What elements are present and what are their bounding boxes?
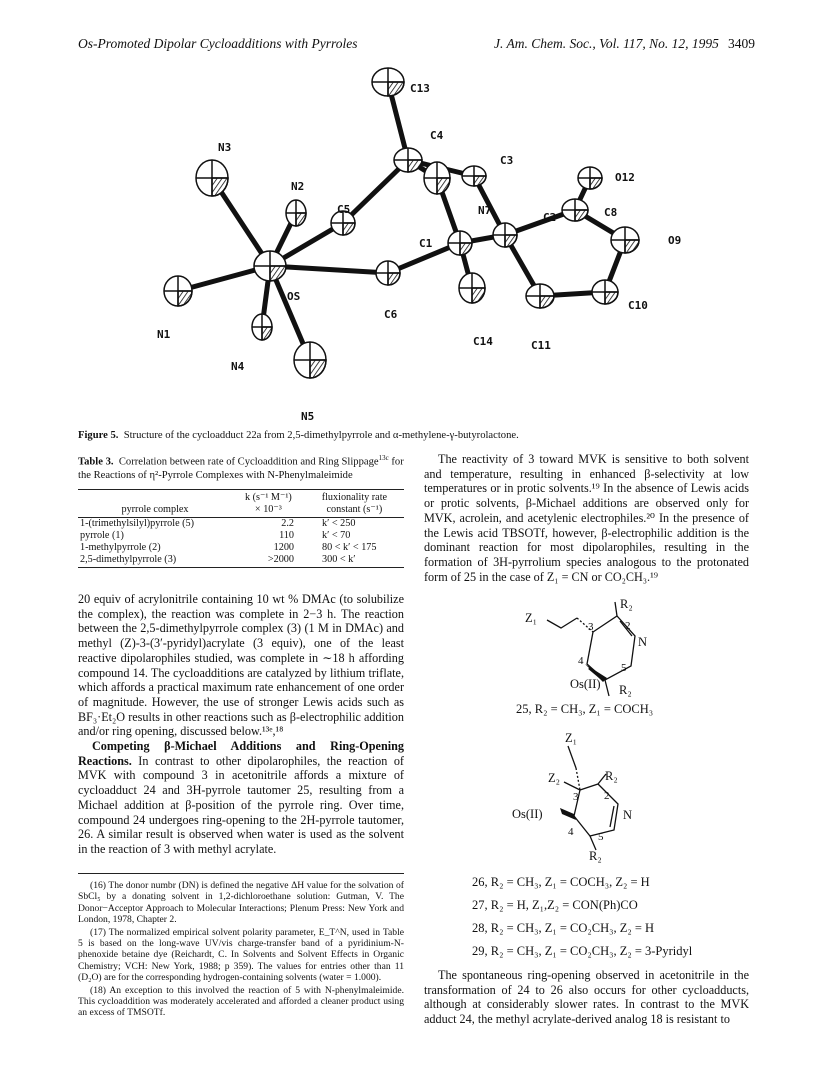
table3-header-row bbox=[78, 492, 404, 504]
table3-title-ref: 13c bbox=[378, 454, 389, 462]
struct25-n2: 2 bbox=[625, 620, 631, 632]
atom-label-n4: N4 bbox=[231, 360, 245, 373]
struct26-r2-bottom: R₂ bbox=[589, 849, 602, 863]
struct26-z1: Z₁ bbox=[565, 731, 577, 745]
table3-cell: 110 bbox=[279, 530, 294, 541]
table3-cell: pyrrole (1) bbox=[80, 530, 124, 541]
table3-body bbox=[78, 518, 404, 566]
compound-list bbox=[472, 871, 692, 963]
struct25-n4: 4 bbox=[578, 655, 584, 667]
atom-label-c5: C5 bbox=[337, 203, 351, 216]
struct25-os: Os(II) bbox=[570, 677, 601, 691]
table3-cell: 300 < k′ bbox=[322, 554, 356, 565]
table-row bbox=[78, 518, 404, 530]
running-header-title: Os-Promoted Dipolar Cycloadditions with Pyrroles bbox=[78, 36, 358, 51]
compound-26-label: 26, R₂ = CH₃, Z₁ = COCH₃, Z₂ = H bbox=[472, 875, 650, 889]
struct26-n3: 3 bbox=[573, 791, 579, 803]
body-paragraph-text: In contrast to other dipolarophiles, the reaction of MVK with compound 3 in acetonitrile affords a mixture of cycloadduct 24 and 3H-pyrrole tautomer 25, resulting from a Michael addition at β-position of the pyrrole ring. Over time, compound 24 undergoes ring-opening to the 2H-pyrrole tautomer, 26. A similar result is observed when water is used as the solvent in the reaction of 3 with methyl acrylate. bbox=[78, 753, 404, 856]
table-row bbox=[78, 542, 404, 554]
running-header-journal: J. Am. Chem. Soc., Vol. 117, No. 12, 1995 bbox=[494, 36, 719, 51]
footnote: (18) An exception to this involved the reaction of 5 with N-phenylmaleimide. This cycloaddition was moderately accelerated and afforded a cleaner product using an excess of TMSOTf. bbox=[78, 984, 404, 1019]
structure-25 bbox=[525, 598, 695, 706]
struct26-r2-top: R₂ bbox=[605, 769, 618, 783]
table3-cell: k′ < 250 bbox=[322, 518, 356, 529]
atom-label-n1: N1 bbox=[157, 328, 171, 341]
right-column-text bbox=[424, 452, 749, 584]
struct26-n-atom: N bbox=[623, 808, 633, 822]
table3-cell: 1-(trimethylsilyl)pyrrole (5) bbox=[80, 518, 195, 529]
section-heading: Competing β-Michael Additions and Ring-Opening Reactions. bbox=[78, 739, 404, 768]
table3-caption bbox=[78, 452, 404, 482]
ortep-atoms bbox=[164, 68, 639, 378]
footnotes bbox=[78, 880, 404, 1020]
table3-col-k: k (s⁻¹ M⁻¹) bbox=[244, 492, 292, 503]
struct26-n5: 5 bbox=[598, 831, 604, 843]
table3-col-flux-unit: constant (s⁻¹) bbox=[326, 504, 383, 515]
atom-label-c2: C2 bbox=[543, 211, 557, 224]
table3-title: Correlation between rate of Cycloaddition and Ring Slippage bbox=[118, 456, 379, 468]
body-paragraph: The spontaneous ring-opening observed in acetonitrile in the transformation of 24 to 26 also occurs for other cycloadducts, although at considerably slower rates. In contrast to the MVK adduct 24, the methyl acrylate-derived analog 18 is resistant to bbox=[424, 968, 749, 1027]
table-row bbox=[78, 530, 404, 542]
struct26-z2: Z₂ bbox=[548, 771, 560, 785]
atom-label-c10: C10 bbox=[628, 299, 648, 312]
body-paragraph: 20 equiv of acrylonitrile containing 10 wt % DMAc (to solubilize the complex), the reaction was complete in 2−3 h. The reaction between the 2,5-dimethylpyrrole complex (3) (1 M in DMAc) and methyl (Z)-3-(3′-pyridyl)acrylate (3 equiv), one of the least reactive dipolarophiles studied, was complete in ∼18 h affording compound 14. The cycloadditions are catalyzed by lithium triflate, which affords a practical maximum rate enhancement of one order of magnitude. However, the use of stronger Lewis acids such as BF₃·Et₂O results in other reactions such as β-electrophilic addition and/or ring opening, discussed below.¹³ᵉ,¹⁸ bbox=[78, 592, 404, 739]
table3-col-k-unit: × 10⁻³ bbox=[254, 504, 282, 515]
table3-cell: 1200 bbox=[273, 542, 294, 553]
compound-25-label: 25, R₂ = CH₃, Z₁ = COCH₃ bbox=[516, 702, 654, 716]
atom-label-o9: O9 bbox=[668, 234, 682, 247]
table3 bbox=[78, 489, 404, 568]
table3-cell: >2000 bbox=[267, 554, 294, 565]
atom-label-c14: C14 bbox=[473, 335, 493, 348]
struct25-r2-bottom: R₂ bbox=[619, 683, 632, 697]
struct25-r2-top: R₂ bbox=[620, 597, 633, 611]
table3-cell: 2.2 bbox=[281, 518, 294, 529]
atom-label-o12: O12 bbox=[615, 171, 635, 184]
body-paragraph bbox=[78, 739, 404, 857]
atom-label-c11: C11 bbox=[531, 339, 551, 352]
table-row bbox=[78, 554, 404, 566]
table3-top-rule bbox=[78, 489, 404, 490]
table3-cell: 2,5-dimethylpyrrole (3) bbox=[80, 554, 177, 565]
struct26-os: Os(II) bbox=[512, 807, 543, 821]
ortep-bonds bbox=[178, 82, 625, 360]
atom-label-c4: C4 bbox=[430, 129, 444, 142]
atom-label-c1: C1 bbox=[419, 237, 433, 250]
table3-bottom-rule bbox=[78, 567, 404, 568]
footnote: (17) The normalized empirical solvent polarity parameter, E_T^N, used in Table 5 is based on the long-wave UV/vis charge-transfer band of a pyridinium-N-phenoxide betaine dye (Reichardt, C. In Solvents and Solvent Effects in Organic Chemistry; VCH: New York, 1988; p 359). The values for entries other than 11 (D₂O) are for the corresponding hydrogen-containing solvents (water = 1.000). bbox=[78, 926, 404, 984]
atom-label-c6: C6 bbox=[384, 308, 398, 321]
table3-label: Table 3. bbox=[78, 456, 114, 468]
struct25-n3: 3 bbox=[588, 621, 594, 633]
footnote-divider bbox=[78, 873, 404, 874]
struct25-n-atom: N bbox=[638, 635, 648, 649]
struct25-n5: 5 bbox=[621, 662, 627, 674]
table3-title-end: for the Reactions of η²-Pyrrole Complexes with N-Phenylmaleimide bbox=[78, 456, 404, 481]
table3-grid bbox=[78, 492, 404, 516]
struct25-z1: Z₁ bbox=[525, 611, 537, 625]
figure-caption-text: Structure of the cycloadduct 22a from 2,5-dimethylpyrrole and α-methylene-γ-butyrolactone. bbox=[123, 430, 519, 441]
table3-cell: 1-methylpyrrole (2) bbox=[80, 542, 161, 553]
figure-label: Figure 5. bbox=[78, 430, 119, 441]
atom-label-n5: N5 bbox=[301, 410, 315, 423]
atom-label-c8: C8 bbox=[604, 206, 618, 219]
struct26-n2: 2 bbox=[604, 790, 610, 802]
compound-28-label: 28, R₂ = CH₃, Z₁ = CO₂CH₃, Z₂ = H bbox=[472, 921, 655, 935]
figure-caption bbox=[78, 429, 758, 442]
table3-header-row bbox=[78, 504, 404, 516]
compound-27-label: 27, R₂ = H, Z₁,Z₂ = CON(Ph)CO bbox=[472, 898, 638, 912]
table3-cell: k′ < 70 bbox=[322, 530, 351, 541]
atom-label-c3: C3 bbox=[500, 154, 514, 167]
right-column-text-bottom bbox=[424, 968, 749, 1027]
page-number: 3409 bbox=[728, 36, 755, 51]
body-paragraph: The reactivity of 3 toward MVK is sensitive to both solvent and temperature, resulting in enhanced β-selectivity at low temperatures or in protic solvents.¹⁹ In the absence of Lewis acids or protic solvents, β-Michael additions are observed only for MVK, acrolein, and acetylenic electrophiles.²⁰ In the presence of the Lewis acid TBSOTf, however, β-electrophilic addition is the dominant reaction for most dipolarophiles, resulting in the formation of 3H-pyrrolium species analogous to the protonated form of 25 in the case of Z₁ = CN or CO₂CH₃.¹⁹ bbox=[424, 452, 749, 584]
footnote: (16) The donor numbr (DN) is defined the negative ΔH value for the solvation of SbCl₅ by a donating solvent in 1,2-dichloroethane solution: Gutman, V. The Donor−Acceptor Approach to Molecular Interactions; Plenum Press: New York and London, 1978, Chapter 2. bbox=[78, 880, 404, 926]
atom-label-n3: N3 bbox=[218, 141, 232, 154]
left-column-text bbox=[78, 592, 404, 857]
compound-29-label: 29, R₂ = CH₃, Z₁ = CO₂CH₃, Z₂ = 3-Pyridyl bbox=[472, 944, 693, 958]
table3-col-complex: pyrrole complex bbox=[121, 504, 189, 515]
table3-col-flux: fluxionality rate bbox=[321, 492, 388, 503]
atom-label-n7: N7 bbox=[478, 204, 492, 217]
atom-label-c13: C13 bbox=[410, 82, 430, 95]
atom-label-os: OS bbox=[287, 290, 301, 303]
atom-label-n2: N2 bbox=[291, 180, 305, 193]
table3-cell: 80 < k′ < 175 bbox=[322, 542, 377, 553]
struct26-n4: 4 bbox=[568, 826, 574, 838]
structure-26-29 bbox=[510, 728, 680, 860]
